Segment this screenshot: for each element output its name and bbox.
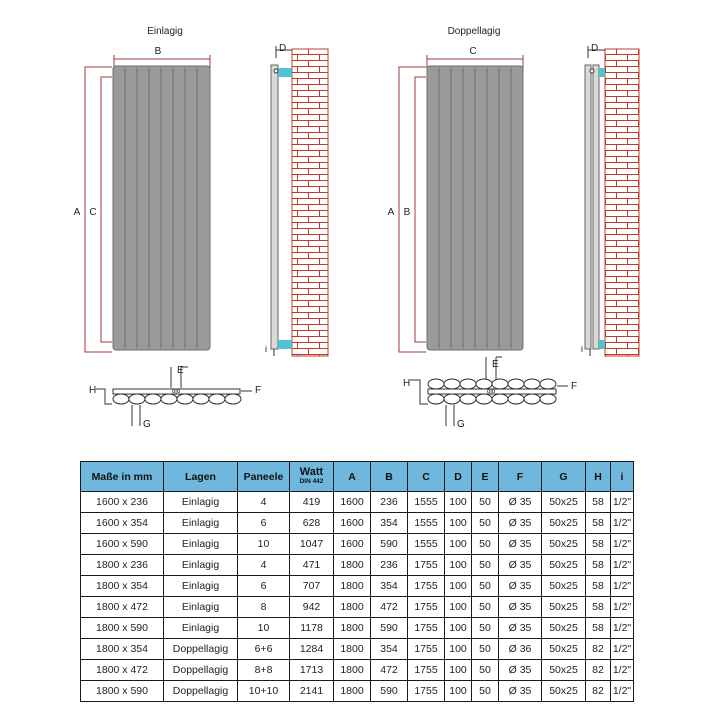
table-cell: 1800	[334, 639, 371, 660]
table-cell: 6	[238, 576, 290, 597]
table-cell: 1800 x 472	[81, 597, 164, 618]
single-height-dimensions	[74, 67, 112, 352]
table-cell: 1555	[408, 534, 445, 555]
double-height-outer-label: A	[387, 207, 395, 218]
table-cell: 1047	[290, 534, 334, 555]
table-cell: 10+10	[238, 681, 290, 702]
double-conn-label: i	[581, 344, 583, 354]
table-cell: 82	[586, 660, 611, 681]
table-cell: Einlagig	[164, 492, 238, 513]
table-cell: 354	[371, 639, 408, 660]
table-cell: Ø 35	[499, 555, 542, 576]
table-cell: 50	[472, 492, 499, 513]
single-conn-label: i	[265, 344, 267, 354]
single-depth-label: D	[279, 43, 287, 54]
table-cell: Ø 35	[499, 660, 542, 681]
table-cell: 50x25	[542, 639, 586, 660]
table-cell: 50	[472, 618, 499, 639]
table-cell: 1755	[408, 639, 445, 660]
table-cell: Einlagig	[164, 534, 238, 555]
table-cell: 1800	[334, 618, 371, 639]
table-cell: 472	[371, 660, 408, 681]
table-cell: 1/2"	[611, 681, 634, 702]
table-cell: 1800	[334, 576, 371, 597]
col-header: D	[445, 462, 472, 492]
table-cell: 100	[445, 681, 472, 702]
col-header: Paneele	[238, 462, 290, 492]
table-cell: 82	[586, 681, 611, 702]
svg-text:o|o: o|o	[486, 389, 496, 395]
table-cell: 100	[445, 576, 472, 597]
double-plan-h: H	[403, 378, 411, 389]
table-cell: 10	[238, 618, 290, 639]
col-header: G	[542, 462, 586, 492]
table-cell: 8+8	[238, 660, 290, 681]
double-plan-e: E	[492, 359, 499, 370]
table-cell: 58	[586, 513, 611, 534]
table-cell: 58	[586, 618, 611, 639]
single-plan-e: E	[177, 365, 184, 376]
table-cell: 1/2"	[611, 660, 634, 681]
table-cell: 1755	[408, 660, 445, 681]
table-cell: 1555	[408, 513, 445, 534]
single-title: Einlagig	[147, 26, 183, 37]
table-cell: Ø 35	[499, 618, 542, 639]
table-cell: 2141	[290, 681, 334, 702]
table-cell: 100	[445, 492, 472, 513]
table-cell: 1/2"	[611, 576, 634, 597]
table-cell: 1/2"	[611, 534, 634, 555]
table-cell: 1800 x 354	[81, 576, 164, 597]
double-side-view	[581, 43, 639, 356]
table-cell: 100	[445, 597, 472, 618]
double-plan-f: F	[571, 381, 578, 392]
table-row	[81, 576, 634, 597]
table-cell: 50x25	[542, 513, 586, 534]
table-cell: 1800	[334, 681, 371, 702]
table-body	[81, 492, 634, 702]
table-cell: 1800 x 590	[81, 618, 164, 639]
table-cell: 50x25	[542, 618, 586, 639]
table-cell: 1600	[334, 513, 371, 534]
table-cell: Einlagig	[164, 513, 238, 534]
table-cell: 1600 x 236	[81, 492, 164, 513]
table-cell: 100	[445, 513, 472, 534]
single-width-dimension	[114, 46, 210, 68]
table-cell: 1755	[408, 681, 445, 702]
table-cell: 707	[290, 576, 334, 597]
table-cell: 50	[472, 534, 499, 555]
table-cell: 354	[371, 513, 408, 534]
table-cell: 50x25	[542, 597, 586, 618]
table-cell: 82	[586, 639, 611, 660]
table-cell: 50	[472, 681, 499, 702]
table-cell: 50x25	[542, 492, 586, 513]
table-cell: 472	[371, 597, 408, 618]
table-cell: 50	[472, 639, 499, 660]
double-plan-view	[403, 357, 577, 430]
table-cell: 100	[445, 639, 472, 660]
table-cell: 236	[371, 492, 408, 513]
table-cell: 942	[290, 597, 334, 618]
table-cell: 628	[290, 513, 334, 534]
table-cell: Doppellagig	[164, 681, 238, 702]
table-cell: 1800	[334, 597, 371, 618]
col-header: Lagen	[164, 462, 238, 492]
double-width-dimension	[427, 46, 523, 68]
table-cell: 1800 x 472	[81, 660, 164, 681]
double-plan-g: G	[457, 419, 465, 430]
table-cell: Einlagig	[164, 618, 238, 639]
col-header-watt	[290, 462, 334, 492]
table-cell: 1600 x 354	[81, 513, 164, 534]
single-height-outer-label: A	[73, 207, 81, 218]
table-cell: 10	[238, 534, 290, 555]
table-cell: 50	[472, 513, 499, 534]
single-plan-view	[89, 365, 261, 430]
table-cell: 58	[586, 492, 611, 513]
table-cell: 1/2"	[611, 618, 634, 639]
table-cell: Einlagig	[164, 597, 238, 618]
table-cell: Ø 35	[499, 597, 542, 618]
col-header: H	[586, 462, 611, 492]
table-cell: 1/2"	[611, 492, 634, 513]
table-cell: 50x25	[542, 534, 586, 555]
table-cell: Ø 35	[499, 513, 542, 534]
table-cell: 50x25	[542, 555, 586, 576]
table-cell: 50	[472, 597, 499, 618]
single-plan-f: F	[255, 385, 262, 396]
double-width-label: C	[469, 46, 477, 57]
table-cell: 50x25	[542, 660, 586, 681]
table-cell: 1755	[408, 555, 445, 576]
table-row	[81, 513, 634, 534]
single-plan-h: H	[89, 385, 97, 396]
table-cell: 1178	[290, 618, 334, 639]
table-cell: Ø 35	[499, 492, 542, 513]
table-cell: 1/2"	[611, 555, 634, 576]
col-header: i	[611, 462, 634, 492]
table-cell: Ø 35	[499, 534, 542, 555]
spec-table	[80, 461, 634, 702]
table-cell: 1/2"	[611, 597, 634, 618]
single-width-label: B	[154, 46, 162, 57]
watt-header-label: Watt	[299, 466, 324, 478]
table-cell: 1713	[290, 660, 334, 681]
table-cell: 1/2"	[611, 513, 634, 534]
table-cell: Ø 36	[499, 639, 542, 660]
table-cell: 1755	[408, 576, 445, 597]
table-cell: 50x25	[542, 576, 586, 597]
table-cell: 590	[371, 681, 408, 702]
table-cell: Einlagig	[164, 555, 238, 576]
table-cell: 1800	[334, 660, 371, 681]
single-side-view	[265, 43, 328, 356]
table-row	[81, 492, 634, 513]
table-cell: 590	[371, 534, 408, 555]
table-cell: 1755	[408, 597, 445, 618]
table-cell: 1284	[290, 639, 334, 660]
table-cell: 6+6	[238, 639, 290, 660]
table-cell: 8	[238, 597, 290, 618]
table-cell: 590	[371, 618, 408, 639]
table-cell: 1/2"	[611, 639, 634, 660]
table-cell: 100	[445, 534, 472, 555]
watt-header-sub: DIN 442	[299, 478, 324, 485]
table-cell: 50x25	[542, 681, 586, 702]
table-cell: Ø 35	[499, 681, 542, 702]
double-height-dimensions	[388, 67, 426, 352]
table-cell: Einlagig	[164, 576, 238, 597]
table-cell: 1800 x 354	[81, 639, 164, 660]
col-header: A	[334, 462, 371, 492]
table-cell: 100	[445, 660, 472, 681]
table-row	[81, 660, 634, 681]
table-row	[81, 618, 634, 639]
table-row	[81, 555, 634, 576]
double-radiator-front	[427, 66, 523, 350]
table-cell: 4	[238, 555, 290, 576]
col-header: C	[408, 462, 445, 492]
table-cell: 58	[586, 534, 611, 555]
table-cell: 419	[290, 492, 334, 513]
table-cell: 100	[445, 555, 472, 576]
svg-text:o|o: o|o	[171, 389, 181, 395]
table-cell: 6	[238, 513, 290, 534]
table-cell: 58	[586, 576, 611, 597]
single-height-inner-label: C	[89, 207, 97, 218]
table-cell: 50	[472, 555, 499, 576]
table-row	[81, 681, 634, 702]
col-header: E	[472, 462, 499, 492]
table-cell: 1600 x 590	[81, 534, 164, 555]
table-cell: 1600	[334, 534, 371, 555]
double-title: Doppellagig	[447, 26, 501, 37]
double-height-inner-label: B	[403, 207, 411, 218]
table-cell: 1600	[334, 492, 371, 513]
col-header: B	[371, 462, 408, 492]
single-plan-g: G	[143, 419, 151, 430]
double-depth-label: D	[591, 43, 599, 54]
table-cell: 4	[238, 492, 290, 513]
table-cell: Ø 35	[499, 576, 542, 597]
table-row	[81, 534, 634, 555]
table-cell: 1800	[334, 555, 371, 576]
col-header: Maße in mm	[81, 462, 164, 492]
single-radiator-front	[113, 66, 210, 350]
table-cell: 50	[472, 576, 499, 597]
table-cell: 1555	[408, 492, 445, 513]
table-cell: 1800 x 590	[81, 681, 164, 702]
table-header-row	[81, 462, 634, 492]
table-cell: 58	[586, 555, 611, 576]
table-cell: Doppellagig	[164, 660, 238, 681]
table-cell: 1755	[408, 618, 445, 639]
table-cell: 1800 x 236	[81, 555, 164, 576]
table-cell: 100	[445, 618, 472, 639]
table-cell: 50	[472, 660, 499, 681]
table-cell: 236	[371, 555, 408, 576]
table-row	[81, 639, 634, 660]
table-cell: 471	[290, 555, 334, 576]
table-cell: Doppellagig	[164, 639, 238, 660]
table-cell: 58	[586, 597, 611, 618]
table-row	[81, 597, 634, 618]
col-header: F	[499, 462, 542, 492]
table-cell: 354	[371, 576, 408, 597]
